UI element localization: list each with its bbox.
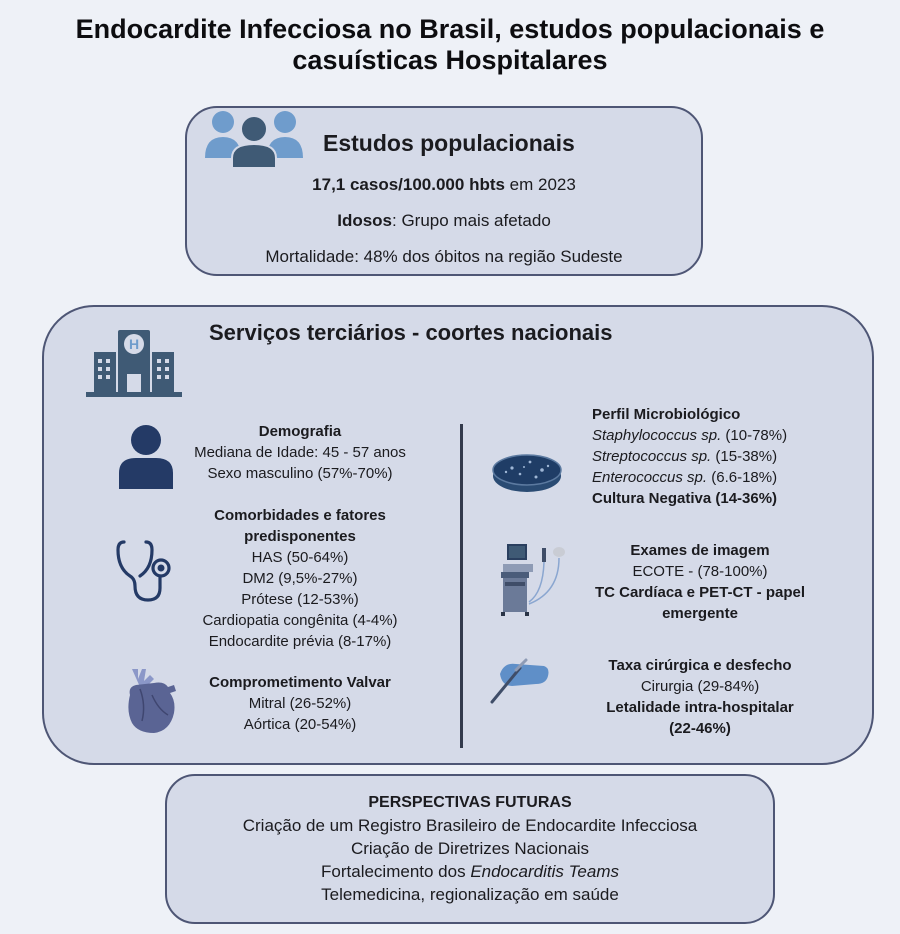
tertiary-heading: Serviços terciários - coortes nacionais: [209, 320, 613, 345]
comorbidities-heading-1: Comorbidades e fatores: [214, 507, 386, 524]
demography-line: Sexo masculino (57%-70%): [207, 465, 393, 482]
title-line-1: Endocardite Infecciosa no Brasil, estudos populacionais e: [75, 14, 825, 44]
comorbidity-item: Cardiopatia congênita (4-4%): [202, 612, 398, 629]
future-item: Criação de Diretrizes Nacionais: [350, 839, 590, 858]
heart-icon: [124, 665, 178, 735]
microbiology-heading: Perfil Microbiológico: [592, 406, 741, 423]
surgery-heading: Taxa cirúrgica e desfecho: [608, 657, 792, 674]
svg-text:H: H: [128, 336, 140, 352]
organism-item: [592, 425, 822, 446]
demography-line: Mediana de Idade: 45 - 57 anos: [194, 444, 406, 461]
organism-range: (15-38%): [711, 448, 778, 465]
scalpel-hand-icon: [486, 656, 558, 706]
person-icon: [119, 425, 173, 489]
comorbidity-item: Prótese (12-53%): [241, 591, 359, 608]
stethoscope-icon: [116, 538, 178, 604]
column-divider: [460, 424, 463, 748]
ultrasound-machine-icon: [497, 542, 577, 618]
surgery-rate: Cirurgia (29-84%): [640, 678, 760, 695]
petri-dish-icon: [492, 450, 562, 494]
negative-culture: Cultura Negativa (14-36%): [592, 490, 778, 507]
future-item-prefix: Fortalecimento dos: [321, 862, 471, 881]
comorbidities-heading-2: predisponentes: [244, 528, 356, 545]
emerging-line-1: TC Cardíaca e PET-CT - papel: [594, 584, 806, 601]
lethality-line-1: Letalidade intra-hospitalar: [606, 699, 794, 716]
elderly-label: Idosos: [337, 211, 393, 230]
ecote-line: ECOTE - (78-100%): [632, 563, 768, 580]
future-item: Telemedicina, regionalização em saúde: [321, 885, 619, 904]
title-line-2: casuísticas Hospitalares: [292, 45, 608, 75]
comorbidity-item: Endocardite prévia (8-17%): [208, 633, 392, 650]
organism-name: Enterococcus sp.: [592, 469, 708, 486]
comorbidity-item: HAS (50-64%): [251, 549, 349, 566]
incidence-value: 17,1 casos/100.000 hbts: [312, 175, 505, 194]
population-heading: Estudos populacionais: [323, 130, 575, 156]
incidence-line: [185, 175, 703, 195]
lethality-line-2: (22-46%): [669, 720, 731, 737]
organism-item: [592, 467, 822, 488]
demography-heading: Demografia: [258, 423, 342, 440]
mortality-line: Mortalidade: 48% dos óbitos na região Sudeste: [265, 247, 623, 266]
organism-name: Staphylococcus sp.: [592, 427, 722, 444]
comorbidities-block: [175, 505, 425, 652]
future-item: Criação de um Registro Brasileiro de Endocardite Infecciosa: [242, 816, 698, 835]
imaging-block: [575, 540, 825, 624]
surgery-block: [590, 655, 810, 739]
comorbidity-item: DM2 (9,5%-27%): [242, 570, 358, 587]
demography-block: [185, 421, 415, 484]
organism-item: [592, 446, 822, 467]
organism-name: Streptococcus sp.: [592, 448, 712, 465]
organism-range: (10-78%): [721, 427, 788, 444]
future-item: [165, 861, 775, 884]
imaging-heading: Exames de imagem: [630, 542, 770, 559]
valvular-item: Mitral (26-52%): [248, 695, 352, 712]
elderly-text: : Grupo mais afetado: [392, 211, 551, 230]
future-item-italic: Endocarditis Teams: [470, 862, 619, 881]
emerging-line-2: emergente: [662, 605, 738, 622]
valvular-heading: Comprometimento Valvar: [209, 674, 391, 691]
group-people-icon: [203, 110, 305, 168]
diagram-title: [0, 14, 900, 76]
future-heading: PERSPECTIVAS FUTURAS: [368, 794, 572, 811]
organism-range: (6.6-18%): [707, 469, 778, 486]
microbiology-block: [592, 404, 822, 509]
valvular-item: Aórtica (20-54%): [243, 716, 357, 733]
valvular-block: [200, 672, 400, 735]
hospital-icon: [86, 328, 182, 398]
incidence-year: em 2023: [504, 175, 576, 194]
elderly-line: [185, 211, 703, 231]
